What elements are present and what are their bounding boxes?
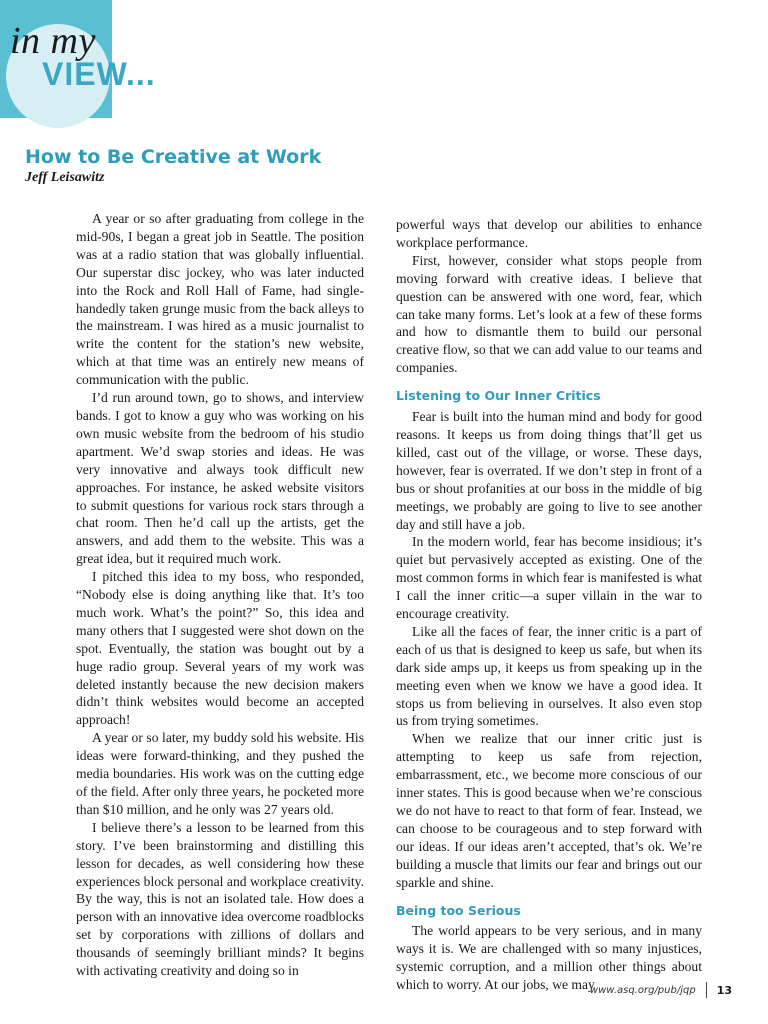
paragraph: In the modern world, fear has become insidious; it’s quiet but pervasively accepted as existing. One of the most common forms in which fear is manifested is what I call the inner critic—a super villain in the war to encourage creativity. xyxy=(396,534,702,622)
paragraph: When we realize that our inner critic just is attempting to keep us safe from rejection, embarrassment, etc., we become more conscious of our inner states. This is good because when we’re conscious we do not have to react to that form of fear. Instead, we can choose to be courageous and to step forward with our ideas. If our ideas aren’t accepted, that’s ok. We’re building a muscle that limits our fear and brings out our sparkle and shine. xyxy=(396,731,702,890)
paragraph: I’d run around town, go to shows, and interview bands. I got to know a guy who was working on his own music website from the bedroom of his studio apartment. We’d swap stories and ideas. He was very innovative and always took difficult new approaches. For instance, he asked website visitors to submit questions for various rock stars through a chat room. Then he’d call up the artists, get the answers, and add them to the website. This was a great idea, but it required much work. xyxy=(76,390,364,567)
paragraph: A year or so after graduating from college in the mid-90s, I began a great job in Seattle. The position was at a radio station that was globally influential. Our superstar disc jockey, who was later inducted into the Rock and Roll Hall of Fame, had single-handedly taken grunge music from the back alleys to the mainstream. I was hired as a music journalist to write the content for the station’s new website, which at that time was an entirely new means of communication with the public. xyxy=(76,211,364,388)
banner-view-text: VIEW... xyxy=(42,56,156,92)
paragraph: I pitched this idea to my boss, who responded, “Nobody else is doing anything like that. It’s too much work. What’s the point?” So, this idea and many others that I suggested were shot down on the spot. Eventually, the station was bought out by a huge radio group. Several years of my work was deleted instantly because the new decision makers didn’t think websites would become an accepted approach! xyxy=(76,569,364,728)
page-footer xyxy=(590,982,732,998)
article-author: Jeff Leisawitz xyxy=(25,170,105,185)
footer-url: www.asq.org/pub/jqp xyxy=(589,984,696,996)
paragraph: The world appears to be very serious, and in many ways it is. We are challenged with so many injustices, systemic corruption, and a million other things about which to worry. At our jobs, we may xyxy=(396,923,702,993)
paragraph: I believe there’s a lesson to be learned from this story. I’ve been brainstorming and distilling this lesson for decades, as well considering how these experiences block personal and workplace creativity. By the way, this is not an isolated tale. How does a person with an innovative idea overcome roadblocks set by corporations with zillions of dollars and thousands of seemingly brilliant minds? It begins with activating creativity and doing so in xyxy=(76,819,364,979)
paragraph: First, however, consider what stops people from moving forward with creative ideas. I believe that question can be answered with one word, fear, which can take many forms. Let’s look at a few of these forms and how to dismantle them to build our personal creative flow, so that we can add value to our teams and companies. xyxy=(396,252,702,376)
paragraph: Fear is built into the human mind and body for good reasons. It keeps us from doing things that’ll get us killed, cast out of the village, or worse. These days, however, fear is overrated. If we don’t step in front of a bus or shout profanities at our boss in the middle of big meetings, we probably are going to live to see another day and still have a job. xyxy=(396,409,702,532)
section-heading-being-too-serious: Being too Serious xyxy=(396,902,521,918)
paragraph: Like all the faces of fear, the inner critic is a part of each of us that is designed to keep us safe, but when its dark side amps up, it keeps us from speaking up in the meeting even when we know we have a good idea. It stops us from believing in ourselves. It also even stop us from trying sometimes. xyxy=(396,623,702,729)
footer-divider xyxy=(706,982,707,998)
article-title: How to Be Creative at Work xyxy=(25,146,322,168)
article-left-column xyxy=(76,210,364,980)
page-number: 13 xyxy=(716,983,732,997)
article-right-column xyxy=(396,216,702,994)
banner-script-text: in my xyxy=(10,20,96,62)
section-heading-inner-critics: Listening to Our Inner Critics xyxy=(396,388,601,404)
paragraph: powerful ways that develop our abilities to enhance workplace performance. xyxy=(396,217,702,250)
paragraph: A year or so later, my buddy sold his website. His ideas were forward-thinking, and they pushed the media boundaries. His work was on the cutting edge of the field. After only three years, he pocketed more than $10 million, and he only was 27 years old. xyxy=(76,730,364,817)
